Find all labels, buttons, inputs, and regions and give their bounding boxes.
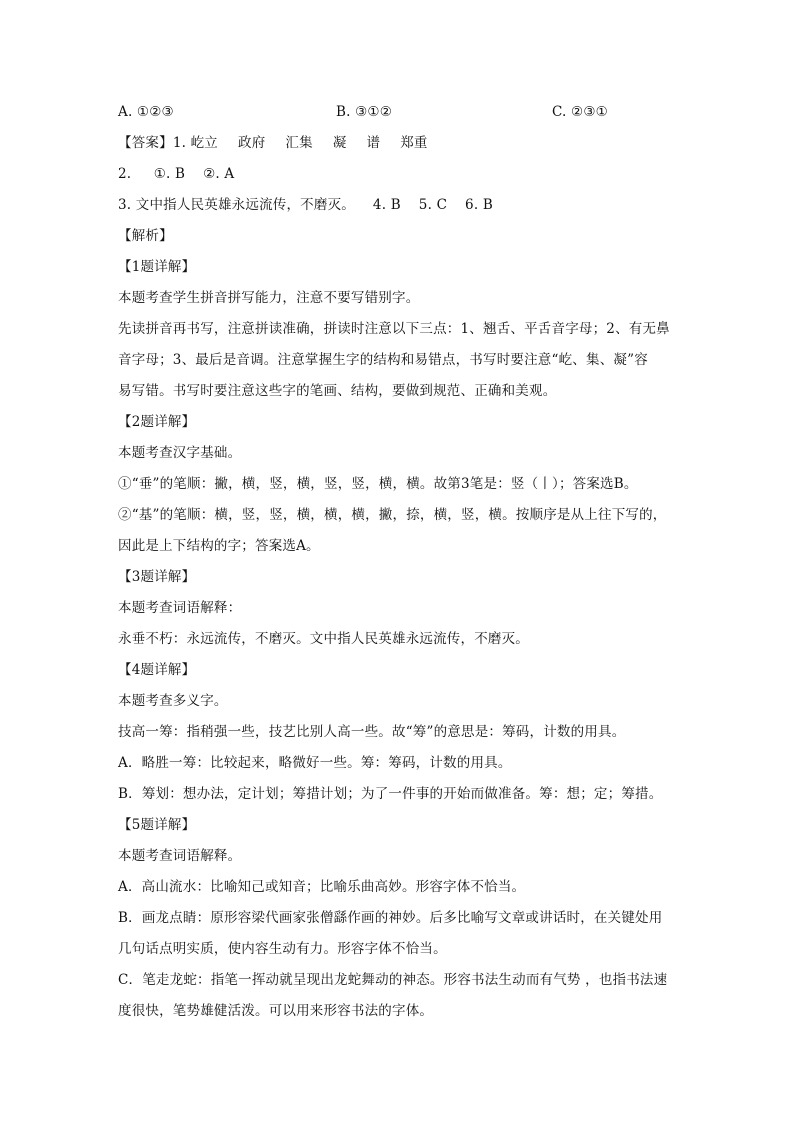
answer-word: 政府 [238, 135, 266, 151]
section-heading-1: 【1题详解】 [118, 259, 196, 275]
text-line: ①“垂”的笔顺：撇，横，竖，横，竖，竖，横，横。故第3笔是：竖（丨）；答案选B。 [118, 476, 638, 492]
section-heading-2: 【2题详解】 [118, 414, 196, 430]
text-line: 度很快，笔势雄健活泼。可以用来形容书法的字体。 [118, 1003, 434, 1019]
section-heading-5: 【5题详解】 [118, 817, 196, 833]
text-line: 先读拼音再书写，注意拼读准确，拼读时注意以下三点：1、翘舌、平舌音字母；2、有无鼻 [118, 321, 670, 337]
text-line: 本题考查词语解释。 [118, 848, 242, 864]
answer-word: 汇集 [285, 135, 313, 151]
option-a: A. ①②③ [118, 104, 174, 120]
text-line: A．高山流水：比喻知己或知音；比喻乐曲高妙。形容字体不恰当。 [118, 879, 526, 895]
option-b: B. ③①② [336, 104, 393, 120]
text-line: 易写错。书写时要注意这些字的笔画、结构，要做到规范、正确和美观。 [118, 383, 557, 399]
text-line: B．筹划：想办法，定计划；筹措计划；为了一件事的开始而做准备。筹：想；定；筹措。 [118, 786, 663, 802]
answer-q1-prefix: 1. [172, 135, 191, 151]
answer-word: 屹立 [190, 135, 218, 151]
answer-label: 【答案】 [118, 135, 173, 151]
text-line: 音字母；3、最后是音调。注意掌握生字的结构和易错点，书写时要注意“屹、集、凝”容 [118, 352, 648, 368]
analysis-heading: 【解析】 [118, 228, 173, 244]
text-line: A．略胜一筹：比较起来，略微好一些。筹：筹码，计数的用具。 [118, 755, 512, 771]
text-line: 本题考查多义字。 [118, 693, 228, 709]
text-line: ②“基”的笔顺：横，竖，竖，横，横，横，撇，捺，横，竖，横。按顺序是从上往下写的， [118, 507, 667, 523]
text-line: B．画龙点睛：原形容梁代画家张僧繇作画的神妙。后多比喻写文章或讲话时，在关键处用 [118, 910, 663, 926]
answer-word: 郑重 [400, 135, 428, 151]
section-heading-3: 【3题详解】 [118, 569, 196, 585]
answer-line [118, 134, 678, 152]
text-line: 几句话点明实质，使内容生动有力。形容字体不恰当。 [118, 941, 447, 957]
text-line: C．笔走龙蛇：指笔一挥动就呈现出龙蛇舞动的神态。形容书法生动而有气势 ，也指书法速 [118, 972, 668, 988]
text-line: 因此是上下结构的字；答案选A。 [118, 538, 320, 554]
text-line: 本题考查学生拼音拼写能力，注意不要写错别字。 [118, 290, 420, 306]
answer-word: 谱 [366, 135, 381, 151]
answer-word: 凝 [332, 135, 347, 151]
section-heading-4: 【4题详解】 [118, 662, 196, 678]
text-line: 本题考查词语解释： [118, 600, 242, 616]
answer-q3: 3. 文中指人民英雄永远流传，不磨灭。 4. B 5. C 6. B [118, 197, 493, 213]
option-c: C. ②③① [552, 104, 608, 120]
answer-q2: 2. ①. B ②. A [118, 166, 235, 182]
text-line: 本题考查汉字基础。 [118, 445, 242, 461]
text-line: 永垂不朽：永远流传，不磨灭。文中指人民英雄永远流传，不磨灭。 [118, 631, 529, 647]
text-line: 技高一筹：指稍强一些，技艺比别人高一些。故“筹”的意思是：筹码，计数的用具。 [118, 724, 626, 740]
